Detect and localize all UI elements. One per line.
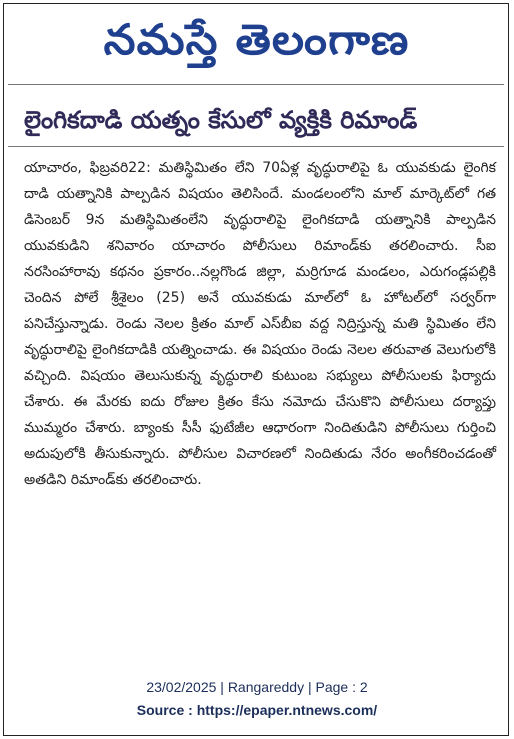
clipping-footer [0, 676, 514, 722]
headline-divider [8, 146, 504, 147]
masthead-divider [8, 84, 504, 85]
newspaper-logo: నమస్తే తెలంగాణ [104, 15, 410, 64]
article-headline: లైంగికదాడి యత్నం కేసులో వ్యక్తికి రిమాండ్ [24, 106, 418, 134]
source-link[interactable]: Source : https://epaper.ntnews.com/ [136, 702, 378, 718]
article-body: యాచారం, ఫిబ్రవరి22: మతిస్థిమితం లేని 70ఏళ్ల వృద్ధురాలిపై ఓ యువకుడు లైంగిక దాడి యత్నానికి పాల్పడిన విషయం తెలిసిందే. మండలంలోని మాల్ మార్కెట్‌లో గత డిసెంబర్ 9న మతిస్థిమితంలేని వృద్ధురాలిపై లైంగికదాడి యత్నానికి పాల్పడిన యువకుడిని శనివారం యాచారం పోలీసులు రిమాండ్‌కు తరలించారు. సీఐ నరసింహారావు కథనం ప్రకారం..నల్లగొండ జిల్లా, మర్రిగూడ మండలం, ఎరుగండ్లపల్లికి చెందిన పోలే శ్రీశైలం (25) అనే యువకుడు మాల్‌లో ఓ హోటల్‌లో సర్వర్‌గా పనిచేస్తున్నాడు. రెండు నెలల క్రితం మాల్ ఎస్‌బీఐ వద్ద నిద్రిస్తున్న మతి స్థిమితం లేని వృద్ధురాలిపై లైంగికదాడికి యత్నించాడు. ఈ విషయం రెండు నెలల తరువాత వెలుగులోకి వచ్చింది. విషయం తెలుసుకున్న వృద్ధురాలి కుటుంబ సభ్యులు పోలీసులకు ఫిర్యాదు చేశారు. ఈ మేరకు ఐదు రోజుల క్రితం కేసు నమోదు చేసుకొని పోలీసులు దర్యాప్తు ముమ్మరం చేశారు. బ్యాంకు సీసీ ఫుటేజీల ఆధారంగా నిందితుడిని పోలీసులు గుర్తించి అదుపులోకి తీసుకున్నారు. పోలీసుల విచారణలో నిందితుడు నేరం అంగీకరించడంతో అతడిని రిమాండ్‌కు తరలించారు. [24, 160, 496, 488]
newspaper-masthead [0, 10, 514, 74]
edition-info: 23/02/2025 | Rangareddy | Page : 2 [146, 679, 368, 695]
